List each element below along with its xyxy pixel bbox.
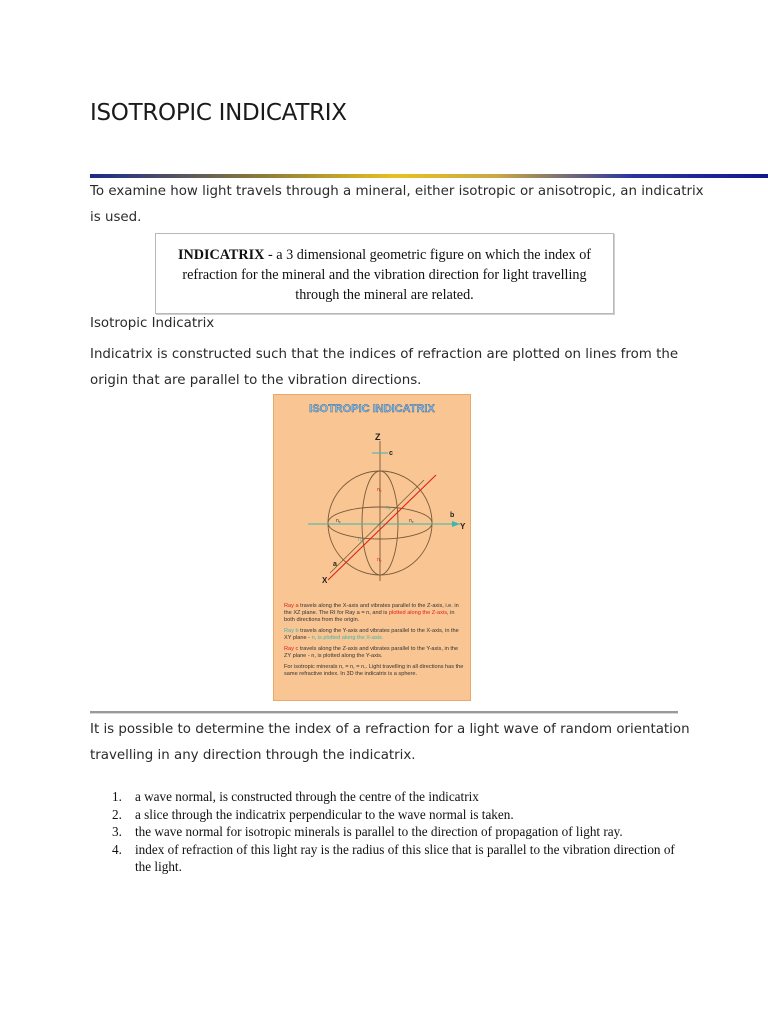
list-item-number: 3. — [112, 824, 122, 839]
list-item-number: 1. — [112, 789, 122, 804]
caption-ray-b-label: Ray b — [284, 628, 299, 634]
ray-a-label: a — [333, 561, 337, 568]
steps-list — [90, 788, 680, 876]
n-label-right — [409, 518, 414, 524]
ray-b-arrow — [452, 521, 460, 527]
n-label-upper-teal-sub: c — [388, 507, 391, 511]
figure-heading: ISOTROPIC INDICATRIX — [309, 403, 435, 415]
n-label-left — [336, 518, 341, 524]
subheading: Isotropic Indicatrix — [90, 316, 215, 331]
n-label-upper-teal-base: n — [386, 505, 389, 511]
n-label-bottom — [377, 557, 382, 563]
caption-ray-a-plot: plotted along the Z-axis — [388, 610, 447, 616]
caption-ray-b — [284, 628, 464, 642]
section-divider — [90, 711, 678, 714]
list-item-text: a wave normal, is constructed through the centre of the indicatrix — [135, 789, 479, 804]
list-item-number: 4. — [112, 841, 122, 857]
n-label-left-base: n — [336, 518, 339, 524]
ray-a — [328, 475, 436, 580]
title-divider — [90, 174, 768, 178]
caption-ray-a-text: travels along the X-axis and vibrates parallel to the Z-axis, i.e. in the XZ plane. The RI for Ray a = n — [284, 603, 459, 616]
x-axis-label: X — [322, 576, 328, 585]
z-axis-label: Z — [375, 432, 381, 442]
figure-caption — [284, 603, 464, 682]
list-item — [90, 806, 680, 824]
n-label-bottom-base: n — [377, 557, 380, 563]
caption-summary: For isotropic minerals n, = n, = n,. Light travelling in all directions has the same refractive index. In 3D the indicatrix is a sphere. — [284, 664, 464, 677]
definition-body: - a 3 dimensional geometric figure on which the index of refraction for the mineral and the vibration direction for light travelling through the mineral are related. — [182, 247, 592, 303]
y-axis-label: Y — [460, 522, 466, 531]
n-label-lower-teal-sub: c — [360, 539, 363, 543]
list-item-text: a slice through the indicatrix perpendicular to the wave normal is taken. — [135, 806, 514, 822]
list-item-text: index of refraction of this light ray is the radius of this slice that is parallel to the vibration direction of the light. — [135, 841, 675, 874]
list-item-text: the wave normal for isotropic minerals is parallel to the direction of propagation of light ray. — [135, 824, 623, 839]
definition-text — [156, 234, 613, 305]
construction-paragraph: Indicatrix is constructed such that the indices of refraction are plotted on lines from the origin that are parallel to the vibration directions. — [90, 347, 679, 388]
ray-c-label: c — [389, 450, 393, 457]
ray-b-label: b — [450, 512, 455, 519]
indicatrix-figure — [273, 394, 471, 701]
caption-ray-a-end: , in both directions from the origin. — [284, 610, 455, 623]
random-orientation-paragraph: It is possible to determine the index of a refraction for a light wave of random orientation travelling in any direction through the indicatrix. — [90, 722, 690, 763]
list-item-number: 2. — [112, 806, 122, 822]
n-label-upper-teal — [386, 505, 391, 511]
n-label-lower-teal-base: n — [358, 537, 361, 543]
intro-paragraph: To examine how light travels through a mineral, either isotropic or anisotropic, an indicatrix is used. — [90, 184, 704, 225]
n-label-right-base: n — [409, 518, 412, 524]
caption-ray-c-text: travels along the Z-axis and vibrates parallel to the Y-axis, in the ZY plane - n, is plotted along the Y-axis. — [284, 646, 459, 659]
n-label-left-sub: c — [338, 520, 341, 524]
list-item — [90, 841, 680, 876]
definition-box — [155, 233, 614, 314]
caption-ray-b-text: travels along the Y-axis and vibrates parallel to the X-axis, in the XY plane - — [284, 628, 459, 641]
caption-ray-a-tail: , and is — [369, 610, 389, 616]
caption-ray-a-label: Ray a — [284, 603, 299, 609]
caption-ray-c — [284, 646, 464, 660]
n-label-top-sub: c — [379, 489, 382, 493]
caption-ray-b-plot: n, is plotted along the X-axis. — [311, 635, 384, 641]
n-label-top-base: n — [377, 487, 380, 493]
n-label-bottom-sub: c — [379, 559, 382, 563]
list-item — [90, 788, 680, 806]
n-label-right-sub: c — [411, 520, 414, 524]
definition-term: INDICATRIX — [177, 247, 265, 263]
page-title: ISOTROPIC INDICATRIX — [90, 100, 347, 126]
n-label-top — [377, 487, 382, 493]
list-item — [90, 823, 680, 841]
caption-ray-c-label: Ray c — [284, 646, 299, 652]
caption-ray-a — [284, 603, 464, 624]
